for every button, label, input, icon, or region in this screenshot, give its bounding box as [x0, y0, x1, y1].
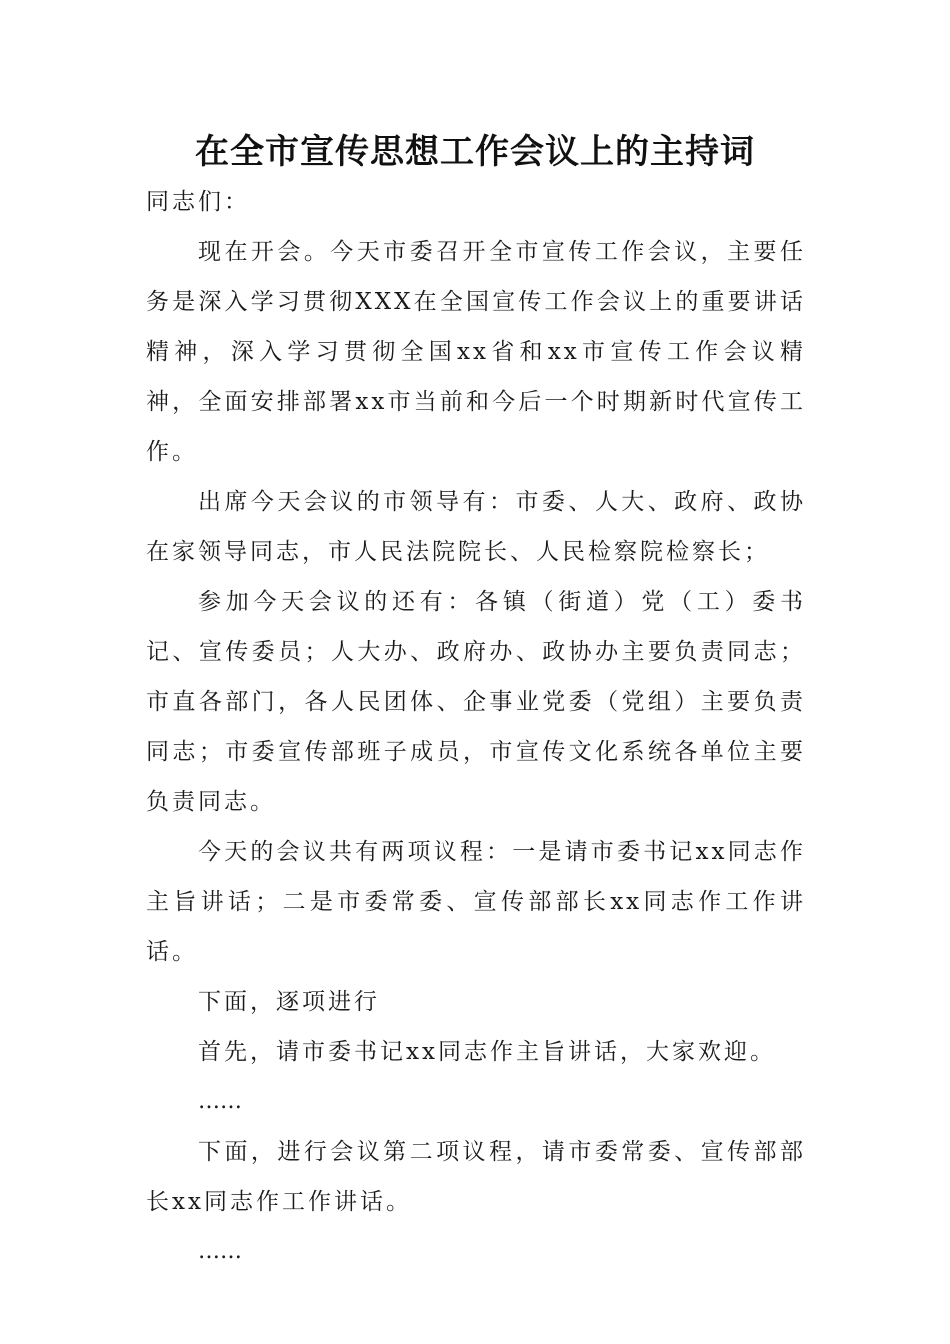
paragraph-opening: 现在开会。今天市委召开全市宣传工作会议，主要任务是深入学习贯彻XXX在全国宣传工作会议上的重要讲话精神，深入学习贯彻全国xx省和xx市宣传工作会议精神，全面安排部署xx市当前和今后一个时期新时代宣传工作。 — [146, 239, 806, 465]
paragraph-second-item: 下面，进行会议第二项议程，请市委常委、宣传部部长xx同志作工作讲话。 — [146, 1139, 806, 1215]
paragraph-proceed: 下面，逐项进行 — [198, 989, 380, 1015]
paragraph-agenda: 今天的会议共有两项议程：一是请市委书记xx同志作主旨讲话；二是市委常委、宣传部部长xx同志作工作讲话。 — [146, 839, 806, 965]
salutation: 同志们： — [146, 189, 250, 215]
ellipsis-first: …… — [198, 1089, 242, 1114]
paragraph-first-item: 首先，请市委书记xx同志作主旨讲话，大家欢迎。 — [198, 1039, 776, 1065]
paragraph-participants: 参加今天会议的还有：各镇（街道）党（工）委书记、宣传委员；人大办、政府办、政协办主要负责同志；市直各部门，各人民团体、企事业党委（党组）主要负责同志；市委宣传部班子成员，市宣传文化系统各单位主要负责同志。 — [146, 589, 806, 815]
document-body — [146, 177, 806, 1277]
paragraph-attending-leaders: 出席今天会议的市领导有：市委、人大、政府、政协在家领导同志，市人民法院院长、人民检察院检察长； — [146, 489, 806, 565]
document-title: 在全市宣传思想工作会议上的主持词 — [195, 132, 755, 172]
ellipsis-second: …… — [198, 1239, 242, 1264]
